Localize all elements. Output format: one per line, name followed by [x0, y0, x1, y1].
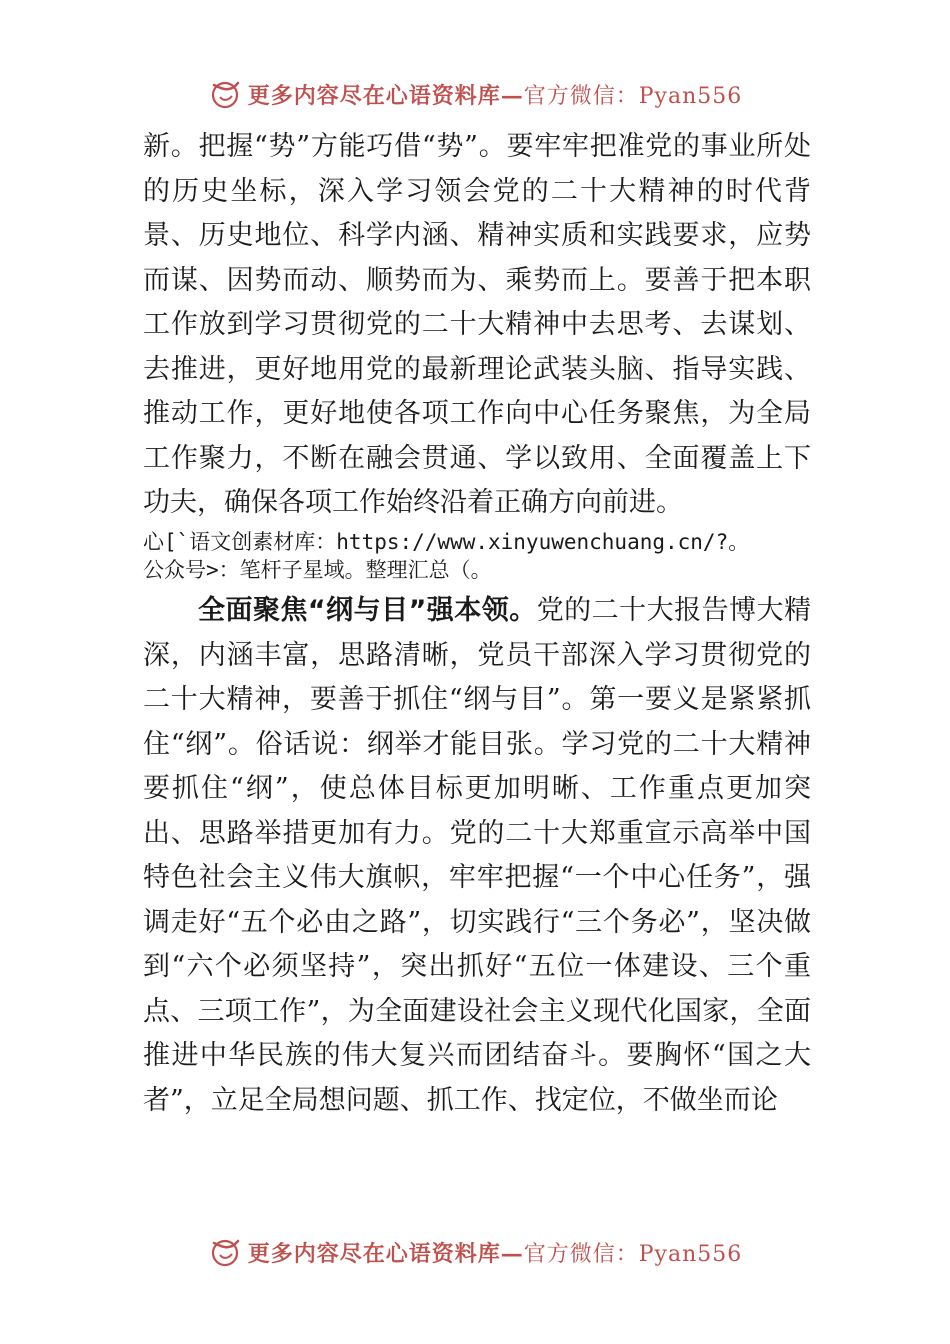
footer-banner-text: 更多内容尽在心语资料库—官方微信：Pyan556 — [247, 1240, 743, 1267]
paragraph-1: 新。把握“势”方能巧借“势”。要牢牢把准党的事业所处的历史坐标，深入学习领会党的二十大精神的时代背景、历史地位、科学内涵、精神实质和实践要求，应势而谋、因势而动、顺势而为、乘势而上。要善于把本职工作放到学习贯彻党的二十大精神中去思考、去谋划、去推进，更好地用党的最新理论武装头脑、指导实践、推动工作，更好地使各项工作向中心任务聚焦，为全局工作聚力，不断在融会贯通、学以致用、全面覆盖上下功夫，确保各项工作始终沿着正确方向前进。 — [143, 131, 811, 518]
source-note-line-2: 公众号>：笔杆子星域。整理汇总（。 — [143, 558, 492, 582]
paragraph-2-heading: 全面聚焦“纲与目”强本领。 — [198, 595, 537, 626]
header-banner — [0, 74, 950, 114]
brush-logo-icon — [208, 1235, 242, 1269]
paragraph-2-text: 党的二十大报告博大精深，内涵丰富，思路清晰，党员干部深入学习贯彻党的二十大精神，要善于抓住“纲与目”。第一要义是紧紧抓住“纲”。俗话说：纲举才能目张。学习党的二十大精神要抓住“纲”，使总体目标更加明晰、工作重点更加突出、思路举措更加有力。党的二十大郑重宣示高举中国特色社会主义伟大旗帜，牢牢把握“一个中心任务”，强调走好“五个必由之路”，切实践行“三个务必”，坚决做到“六个必须坚持”，突出抓好“五位一体建设、三个重点、三项工作”，为全面建设社会主义现代化国家，全面推进中华民族的伟大复兴而团结奋斗。要胸怀“国之大者”，立足全局想问题、抓工作、找定位，不做坐而论 — [143, 595, 811, 1116]
source-note — [143, 528, 833, 584]
header-banner-text: 更多内容尽在心语资料库—官方微信：Pyan556 — [247, 82, 743, 109]
brush-logo-icon — [208, 77, 242, 111]
source-note-line-1: 心[`语文创素材库：https://www.xinyuwenchuang.cn/?。 — [143, 530, 750, 554]
paragraph-2 — [143, 589, 811, 1123]
footer-banner — [0, 1232, 950, 1272]
